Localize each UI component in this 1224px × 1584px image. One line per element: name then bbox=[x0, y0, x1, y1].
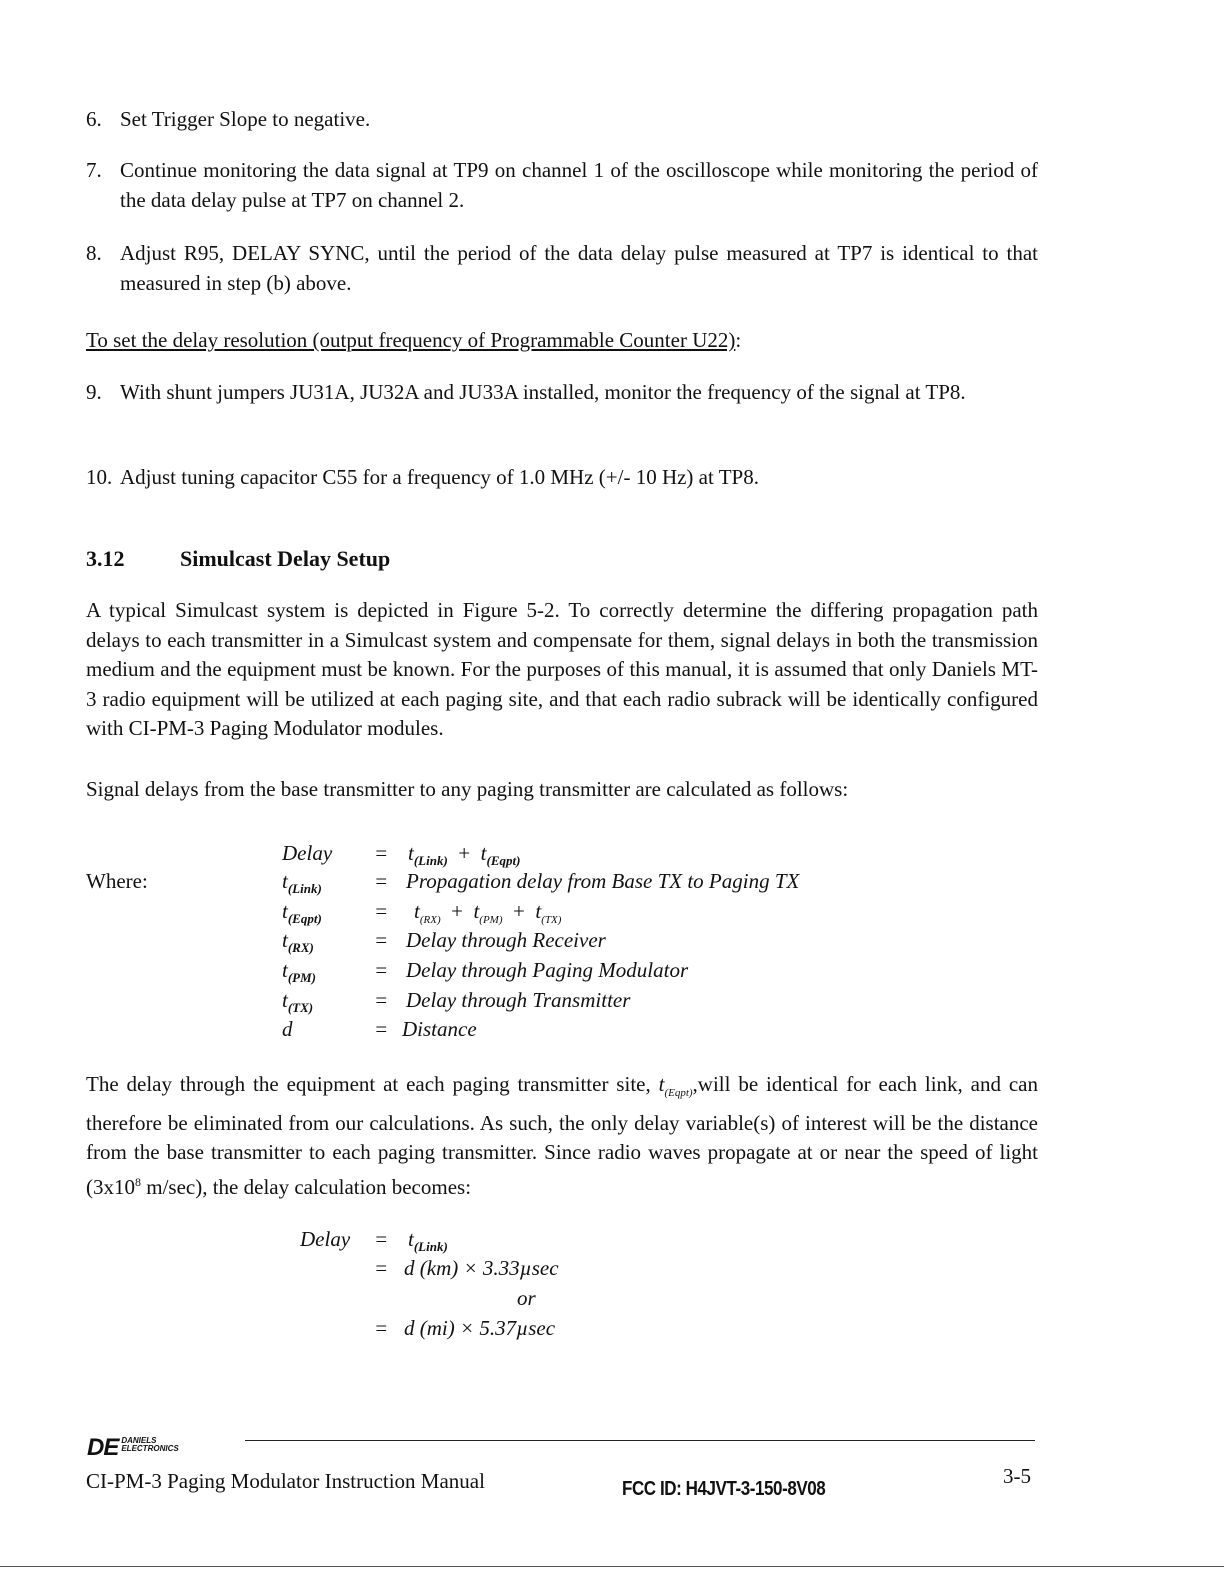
eq-sign: = bbox=[374, 899, 389, 923]
eq-delay-symbol: Delay bbox=[282, 841, 333, 865]
eq-pm-def: Delay through Paging Modulator bbox=[406, 958, 689, 982]
eq-sign: = bbox=[374, 928, 389, 952]
eq-sign: = bbox=[374, 1256, 389, 1280]
step-number: 6. bbox=[86, 107, 102, 131]
eq-sign: = bbox=[374, 1017, 389, 1041]
daniels-logo: DE DANIELS ELECTRONICS bbox=[87, 1434, 179, 1461]
step-number: 9. bbox=[86, 380, 102, 404]
eq-delay-expr: $t_{(Link)} + t_{(Eqpt)}$ bbox=[408, 841, 521, 868]
eq-sign: = bbox=[374, 1227, 389, 1251]
footer-page-number: 3-5 bbox=[1003, 1464, 1031, 1488]
calc-delay-symbol: Delay bbox=[300, 1227, 351, 1251]
paragraph: The delay through the equipment at each paging transmitter site, $t_{(Eqpt)},will$ be identical for each link, and can therefore be eliminated from our calculations. As such, the only delay variable(s) of interest will be the distance from the base transmitter to each paging transmitter. Since radio waves propagate at or near the speed of light ($3x10^8$ m/sec), the delay calculation becomes: bbox=[86, 1072, 1038, 1199]
where-label: Where: bbox=[86, 869, 148, 893]
footer-fcc-id: FCC ID: H4JVT-3-150-8V08 bbox=[622, 1478, 826, 1500]
section-number: 3.12 bbox=[86, 546, 125, 571]
eq-sign: = bbox=[374, 958, 389, 982]
calc-or: or bbox=[517, 1286, 536, 1310]
footer-rule bbox=[245, 1440, 1035, 1441]
paragraph: Signal delays from the base transmitter to any paging transmitter are calculated as follows: bbox=[86, 777, 849, 801]
eq-sign: = bbox=[374, 1316, 389, 1340]
eq-sign: = bbox=[374, 988, 389, 1012]
calc-link-expr: $t_{(Link)}$ bbox=[408, 1227, 448, 1254]
eq-tx-symbol: $t_{(TX)}$ bbox=[282, 988, 314, 1015]
eq-d-def: Distance bbox=[402, 1017, 477, 1041]
subheading-underlined: To set the delay resolution (output frequency of Programmable Counter U22) bbox=[86, 328, 736, 352]
eq-link-symbol: $t_{(Link)}$ bbox=[282, 869, 322, 896]
eq-eqpt-expr: $t_{(RX)} + t_{(PM)} + t_{(TX)}$ bbox=[414, 899, 562, 926]
step-number: 7. bbox=[86, 158, 102, 182]
page-bottom-edge bbox=[0, 1566, 1224, 1567]
subheading-tail: : bbox=[735, 328, 742, 352]
eq-sign: = bbox=[374, 841, 389, 865]
subheading bbox=[86, 325, 741, 355]
eq-tx-def: Delay through Transmitter bbox=[406, 988, 631, 1012]
footer-manual-title: CI-PM-3 Paging Modulator Instruction Manual bbox=[86, 1469, 485, 1493]
calc-mi-expr: d (mi) × 5.37µsec bbox=[404, 1316, 556, 1340]
calc-km-expr: d (km) × 3.33µsec bbox=[404, 1256, 559, 1280]
eq-eqpt-symbol: $t_{(Eqpt)}$ bbox=[282, 899, 322, 926]
eq-d-symbol: d bbox=[282, 1017, 293, 1041]
paragraph: A typical Simulcast system is depicted in Figure 5-2. To correctly determine the differing propagation path delays to each transmitter in a Simulcast system and compensate for them, signal delays in both the transmission medium and the equipment must be known. For the purposes of this manual, it is assumed that only Daniels MT-3 radio equipment will be utilized at each paging site, and that each radio subrack will be identically configured with CI-PM-3 Paging Modulator modules. bbox=[86, 598, 1038, 740]
eq-rx-def: Delay through Receiver bbox=[406, 928, 606, 952]
step-text: Continue monitoring the data signal at TP9 on channel 1 of the oscilloscope while monitoring the period of the data delay pulse at TP7 on channel 2. bbox=[120, 158, 1038, 212]
step-number: 8. bbox=[86, 241, 102, 265]
eq-sign: = bbox=[374, 869, 389, 893]
eq-link-def: Propagation delay from Base TX to Paging TX bbox=[406, 869, 800, 893]
step-text: With shunt jumpers JU31A, JU32A and JU33A installed, monitor the frequency of the signal at TP8. bbox=[120, 380, 966, 404]
step-number: 10. bbox=[86, 465, 113, 489]
eq-rx-symbol: $t_{(RX)}$ bbox=[282, 928, 314, 955]
eq-pm-symbol: $t_{(PM)}$ bbox=[282, 958, 317, 985]
section-title: Simulcast Delay Setup bbox=[180, 546, 391, 571]
step-text: Adjust tuning capacitor C55 for a frequency of 1.0 MHz (+/- 10 Hz) at TP8. bbox=[120, 465, 759, 489]
step-text: Adjust R95, DELAY SYNC, until the period of the data delay pulse measured at TP7 is identical to that measured in step (b) above. bbox=[120, 241, 1038, 295]
step-text: Set Trigger Slope to negative. bbox=[120, 107, 371, 131]
